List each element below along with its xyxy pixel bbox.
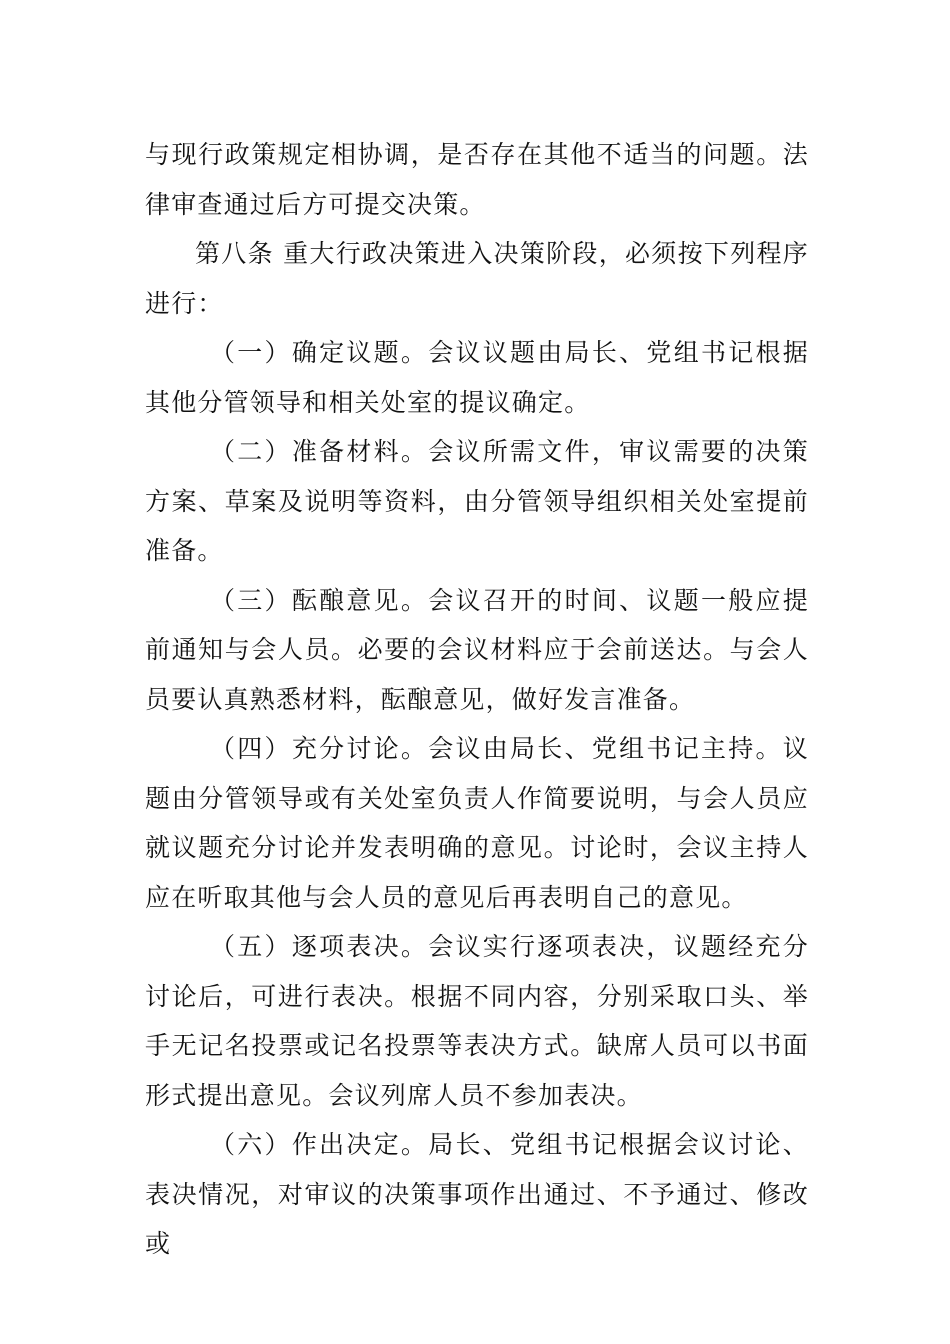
paragraph-item-1: （一）确定议题。会议议题由局长、党组书记根据其他分管领导和相关处室的提议确定。 (145, 338, 809, 417)
paragraph-continuation: 与现行政策规定相协调，是否存在其他不适当的问题。法律审查通过后方可提交决策。 (145, 140, 809, 219)
paragraph-item-4: （四）充分讨论。会议由局长、党组书记主持。议题由分管领导或有关处室负责人作简要说明，与会人员应就议题充分讨论并发表明确的意见。讨论时，会议主持人应在听取其他与会人员的意见后再表明自己的意见。 (145, 734, 809, 912)
paragraph-item-3: （三）酝酿意见。会议召开的时间、议题一般应提前通知与会人员。必要的会议材料应于会前送达。与会人员要认真熟悉材料，酝酿意见，做好发言准备。 (145, 585, 809, 714)
document-body (145, 130, 809, 1269)
paragraph-article-8: 第八条 重大行政决策进入决策阶段，必须按下列程序进行： (145, 239, 809, 318)
paragraph-item-5: （五）逐项表决。会议实行逐项表决，议题经充分讨论后，可进行表决。根据不同内容，分别采取口头、举手无记名投票或记名投票等表决方式。缺席人员可以书面形式提出意见。会议列席人员不参加表决。 (145, 932, 809, 1110)
paragraph-item-6: （六）作出决定。局长、党组书记根据会议讨论、表决情况，对审议的决策事项作出通过、不予通过、修改或 (145, 1130, 809, 1258)
paragraph-item-2: （二）准备材料。会议所需文件，审议需要的决策方案、草案及说明等资料，由分管领导组织相关处室提前准备。 (145, 437, 809, 565)
